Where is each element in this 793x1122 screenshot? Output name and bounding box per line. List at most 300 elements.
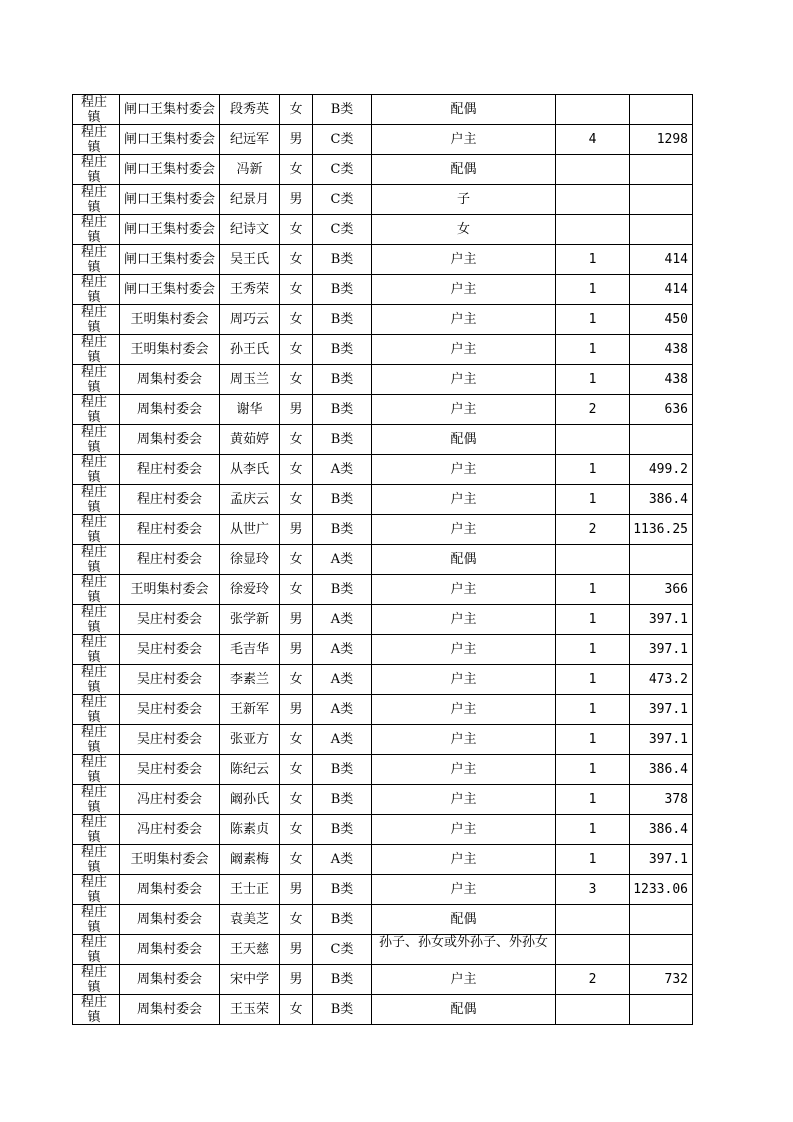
town-cell-text: 程庄镇 xyxy=(80,425,107,454)
village-cell-text: 周集村委会 xyxy=(136,432,202,447)
gender-cell-text: 男 xyxy=(289,402,303,417)
table-row xyxy=(73,245,693,275)
gender-cell-text: 女 xyxy=(289,762,303,777)
table-row xyxy=(73,815,693,845)
category-cell-text: B类 xyxy=(330,582,354,597)
gender-cell xyxy=(280,395,313,425)
name-cell-text: 王秀荣 xyxy=(229,282,269,297)
category-cell xyxy=(313,845,372,875)
category-cell-text: A类 xyxy=(330,462,354,477)
amount-cell-text: 386.4 xyxy=(648,762,688,777)
village-cell-text: 闸口王集村委会 xyxy=(123,102,215,117)
relation-cell-text: 配偶 xyxy=(450,1002,477,1017)
village-cell-text: 王明集村委会 xyxy=(130,582,209,597)
town-cell xyxy=(73,575,120,605)
table-row xyxy=(73,575,693,605)
name-cell-text: 从李氏 xyxy=(229,462,269,477)
relation-cell-text: 户主 xyxy=(450,762,477,777)
town-cell-text: 程庄镇 xyxy=(80,515,107,544)
relation-cell xyxy=(372,305,556,335)
gender-cell xyxy=(280,905,313,935)
town-cell xyxy=(73,245,120,275)
relation-cell-text: 户主 xyxy=(450,672,477,687)
name-cell-text: 陈纪云 xyxy=(229,762,269,777)
relation-cell-text: 户主 xyxy=(450,792,477,807)
amount-cell-text: 1233.06 xyxy=(633,882,688,897)
count-cell xyxy=(556,725,630,755)
relation-cell-text: 户主 xyxy=(450,282,477,297)
amount-cell xyxy=(630,215,693,245)
count-cell-text: 1 xyxy=(588,672,597,687)
category-cell-text: B类 xyxy=(330,762,354,777)
category-cell xyxy=(313,605,372,635)
relation-cell-text: 户主 xyxy=(450,882,477,897)
table-row xyxy=(73,425,693,455)
relation-cell xyxy=(372,995,556,1025)
town-cell-text: 程庄镇 xyxy=(80,965,107,994)
relation-cell xyxy=(372,455,556,485)
gender-cell-text: 男 xyxy=(289,132,303,147)
relation-cell-text: 户主 xyxy=(450,582,477,597)
relation-cell-text: 户主 xyxy=(450,612,477,627)
town-cell-text: 程庄镇 xyxy=(80,545,107,574)
count-cell-text: 1 xyxy=(588,702,597,717)
relation-cell-text: 户主 xyxy=(450,372,477,387)
amount-cell-text: 386.4 xyxy=(648,822,688,837)
relation-cell xyxy=(372,965,556,995)
village-cell xyxy=(120,245,220,275)
amount-cell xyxy=(630,275,693,305)
gender-cell xyxy=(280,545,313,575)
village-cell xyxy=(120,155,220,185)
name-cell xyxy=(220,305,280,335)
count-cell xyxy=(556,95,630,125)
amount-cell xyxy=(630,995,693,1025)
village-cell-text: 闸口王集村委会 xyxy=(123,162,215,177)
table-row xyxy=(73,455,693,485)
relation-cell xyxy=(372,665,556,695)
village-cell xyxy=(120,305,220,335)
category-cell xyxy=(313,125,372,155)
category-cell-text: B类 xyxy=(330,522,354,537)
amount-cell-text: 414 xyxy=(664,282,688,297)
town-cell xyxy=(73,695,120,725)
amount-cell xyxy=(630,785,693,815)
category-cell xyxy=(313,935,372,965)
count-cell-text: 1 xyxy=(588,642,597,657)
village-cell xyxy=(120,605,220,635)
table-row xyxy=(73,845,693,875)
relation-cell xyxy=(372,695,556,725)
count-cell xyxy=(556,155,630,185)
gender-cell-text: 男 xyxy=(289,882,303,897)
town-cell-text: 程庄镇 xyxy=(80,905,107,934)
town-cell xyxy=(73,335,120,365)
table-row xyxy=(73,335,693,365)
village-cell-text: 闸口王集村委会 xyxy=(123,132,215,147)
relation-cell xyxy=(372,185,556,215)
village-cell xyxy=(120,755,220,785)
count-cell-text: 1 xyxy=(588,792,597,807)
table-row xyxy=(73,605,693,635)
village-cell xyxy=(120,425,220,455)
amount-cell-text: 438 xyxy=(664,342,688,357)
count-cell-text: 1 xyxy=(588,492,597,507)
category-cell xyxy=(313,395,372,425)
village-cell-text: 吴庄村委会 xyxy=(136,702,202,717)
relation-cell-text: 户主 xyxy=(450,462,477,477)
amount-cell xyxy=(630,425,693,455)
name-cell-text: 张学新 xyxy=(229,612,269,627)
amount-cell xyxy=(630,635,693,665)
category-cell-text: A类 xyxy=(330,672,354,687)
count-cell xyxy=(556,755,630,785)
name-cell xyxy=(220,665,280,695)
amount-cell xyxy=(630,695,693,725)
count-cell xyxy=(556,485,630,515)
count-cell xyxy=(556,365,630,395)
amount-cell-text: 636 xyxy=(664,402,688,417)
category-cell xyxy=(313,155,372,185)
town-cell-text: 程庄镇 xyxy=(80,395,107,424)
category-cell-text: A类 xyxy=(330,702,354,717)
relation-cell xyxy=(372,725,556,755)
category-cell xyxy=(313,95,372,125)
amount-cell xyxy=(630,395,693,425)
count-cell xyxy=(556,395,630,425)
relation-cell xyxy=(372,635,556,665)
amount-cell xyxy=(630,485,693,515)
relation-cell xyxy=(372,575,556,605)
gender-cell-text: 女 xyxy=(289,462,303,477)
name-cell xyxy=(220,395,280,425)
amount-cell xyxy=(630,815,693,845)
gender-cell-text: 女 xyxy=(289,792,303,807)
town-cell xyxy=(73,875,120,905)
category-cell-text: A类 xyxy=(330,852,354,867)
table-row xyxy=(73,725,693,755)
gender-cell-text: 女 xyxy=(289,252,303,267)
category-cell-text: B类 xyxy=(330,882,354,897)
gender-cell xyxy=(280,275,313,305)
category-cell-text: B类 xyxy=(330,432,354,447)
name-cell-text: 阚素梅 xyxy=(229,852,269,867)
gender-cell xyxy=(280,425,313,455)
town-cell-text: 程庄镇 xyxy=(80,785,107,814)
town-cell-text: 程庄镇 xyxy=(80,125,107,154)
gender-cell-text: 女 xyxy=(289,582,303,597)
town-cell xyxy=(73,635,120,665)
relation-cell xyxy=(372,755,556,785)
count-cell-text: 1 xyxy=(588,462,597,477)
count-cell xyxy=(556,575,630,605)
gender-cell-text: 女 xyxy=(289,852,303,867)
town-cell xyxy=(73,995,120,1025)
village-cell-text: 吴庄村委会 xyxy=(136,762,202,777)
category-cell-text: C类 xyxy=(330,162,354,177)
count-cell xyxy=(556,845,630,875)
relation-cell-text: 户主 xyxy=(450,342,477,357)
table-row xyxy=(73,875,693,905)
village-cell-text: 冯庄村委会 xyxy=(136,822,202,837)
amount-cell xyxy=(630,665,693,695)
town-cell-text: 程庄镇 xyxy=(80,575,107,604)
amount-cell xyxy=(630,365,693,395)
village-cell xyxy=(120,905,220,935)
gender-cell-text: 女 xyxy=(289,312,303,327)
gender-cell xyxy=(280,335,313,365)
village-cell-text: 吴庄村委会 xyxy=(136,612,202,627)
name-cell-text: 徐爱玲 xyxy=(229,582,269,597)
name-cell xyxy=(220,575,280,605)
town-cell xyxy=(73,95,120,125)
name-cell-text: 王玉荣 xyxy=(229,1002,269,1017)
name-cell xyxy=(220,755,280,785)
gender-cell-text: 女 xyxy=(289,912,303,927)
amount-cell-text: 499.2 xyxy=(648,462,688,477)
category-cell xyxy=(313,485,372,515)
count-cell-text: 1 xyxy=(588,582,597,597)
gender-cell xyxy=(280,725,313,755)
town-cell xyxy=(73,275,120,305)
table-row xyxy=(73,905,693,935)
village-cell-text: 闸口王集村委会 xyxy=(123,282,215,297)
count-cell-text: 1 xyxy=(588,612,597,627)
table-row xyxy=(73,785,693,815)
count-cell xyxy=(556,935,630,965)
relation-cell xyxy=(372,245,556,275)
category-cell-text: B类 xyxy=(330,282,354,297)
amount-cell xyxy=(630,95,693,125)
relation-cell-text: 户主 xyxy=(450,822,477,837)
category-cell xyxy=(313,305,372,335)
gender-cell xyxy=(280,305,313,335)
amount-cell-text: 386.4 xyxy=(648,492,688,507)
count-cell xyxy=(556,275,630,305)
village-cell-text: 程庄村委会 xyxy=(136,552,202,567)
count-cell xyxy=(556,695,630,725)
village-cell xyxy=(120,665,220,695)
village-cell-text: 吴庄村委会 xyxy=(136,732,202,747)
town-cell xyxy=(73,845,120,875)
relation-cell xyxy=(372,785,556,815)
name-cell xyxy=(220,515,280,545)
table-row xyxy=(73,125,693,155)
amount-cell-text: 397.1 xyxy=(648,612,688,627)
category-cell-text: C类 xyxy=(330,222,354,237)
amount-cell-text: 397.1 xyxy=(648,642,688,657)
name-cell xyxy=(220,215,280,245)
amount-cell xyxy=(630,725,693,755)
village-cell xyxy=(120,95,220,125)
name-cell xyxy=(220,605,280,635)
village-cell-text: 周集村委会 xyxy=(136,942,202,957)
relation-cell xyxy=(372,335,556,365)
category-cell-text: B类 xyxy=(330,1002,354,1017)
gender-cell xyxy=(280,485,313,515)
gender-cell-text: 女 xyxy=(289,672,303,687)
town-cell-text: 程庄镇 xyxy=(80,305,107,334)
amount-cell xyxy=(630,155,693,185)
gender-cell-text: 女 xyxy=(289,552,303,567)
town-cell-text: 程庄镇 xyxy=(80,485,107,514)
gender-cell-text: 女 xyxy=(289,432,303,447)
town-cell-text: 程庄镇 xyxy=(80,845,107,874)
name-cell xyxy=(220,545,280,575)
village-cell-text: 周集村委会 xyxy=(136,372,202,387)
name-cell-text: 黄茹婷 xyxy=(229,432,269,447)
village-cell-text: 王明集村委会 xyxy=(130,852,209,867)
gender-cell-text: 女 xyxy=(289,732,303,747)
name-cell-text: 王天慈 xyxy=(229,942,269,957)
count-cell xyxy=(556,215,630,245)
village-cell xyxy=(120,995,220,1025)
amount-cell-text: 438 xyxy=(664,372,688,387)
category-cell xyxy=(313,335,372,365)
gender-cell xyxy=(280,455,313,485)
table-row xyxy=(73,95,693,125)
village-cell xyxy=(120,935,220,965)
village-cell xyxy=(120,545,220,575)
town-cell xyxy=(73,785,120,815)
village-cell xyxy=(120,575,220,605)
village-cell xyxy=(120,785,220,815)
gender-cell-text: 男 xyxy=(289,192,303,207)
amount-cell xyxy=(630,185,693,215)
relation-cell xyxy=(372,845,556,875)
village-cell-text: 周集村委会 xyxy=(136,402,202,417)
count-cell-text: 1 xyxy=(588,372,597,387)
category-cell-text: B类 xyxy=(330,342,354,357)
gender-cell xyxy=(280,365,313,395)
category-cell-text: A类 xyxy=(330,642,354,657)
table-row xyxy=(73,275,693,305)
town-cell xyxy=(73,215,120,245)
relation-cell xyxy=(372,485,556,515)
amount-cell-text: 397.1 xyxy=(648,852,688,867)
category-cell xyxy=(313,455,372,485)
amount-cell-text: 397.1 xyxy=(648,702,688,717)
gender-cell xyxy=(280,695,313,725)
town-cell-text: 程庄镇 xyxy=(80,815,107,844)
category-cell-text: B类 xyxy=(330,312,354,327)
count-cell xyxy=(556,665,630,695)
table-row xyxy=(73,485,693,515)
village-cell-text: 周集村委会 xyxy=(136,912,202,927)
amount-cell xyxy=(630,965,693,995)
category-cell xyxy=(313,215,372,245)
count-cell xyxy=(556,905,630,935)
town-cell-text: 程庄镇 xyxy=(80,335,107,364)
village-cell-text: 闸口王集村委会 xyxy=(123,192,215,207)
amount-cell xyxy=(630,515,693,545)
category-cell-text: B类 xyxy=(330,252,354,267)
name-cell xyxy=(220,335,280,365)
count-cell xyxy=(556,545,630,575)
name-cell xyxy=(220,155,280,185)
category-cell xyxy=(313,575,372,605)
amount-cell-text: 450 xyxy=(664,312,688,327)
relation-cell-text: 女 xyxy=(456,222,470,237)
category-cell-text: B类 xyxy=(330,822,354,837)
town-cell-text: 程庄镇 xyxy=(80,665,107,694)
gender-cell xyxy=(280,635,313,665)
relation-cell-text: 户主 xyxy=(450,492,477,507)
town-cell-text: 程庄镇 xyxy=(80,215,107,244)
relation-cell-text: 户主 xyxy=(450,312,477,327)
town-cell-text: 程庄镇 xyxy=(80,185,107,214)
town-cell-text: 程庄镇 xyxy=(80,455,107,484)
name-cell-text: 徐显玲 xyxy=(229,552,269,567)
relation-cell-text: 配偶 xyxy=(450,162,477,177)
table-row xyxy=(73,185,693,215)
village-cell xyxy=(120,875,220,905)
town-cell xyxy=(73,605,120,635)
relation-cell xyxy=(372,905,556,935)
category-cell xyxy=(313,755,372,785)
town-cell-text: 程庄镇 xyxy=(80,755,107,784)
name-cell xyxy=(220,245,280,275)
name-cell-text: 吴王氏 xyxy=(229,252,269,267)
category-cell-text: C类 xyxy=(330,192,354,207)
village-cell xyxy=(120,845,220,875)
relation-cell xyxy=(372,425,556,455)
count-cell-text: 1 xyxy=(588,282,597,297)
gender-cell xyxy=(280,125,313,155)
amount-cell-text: 473.2 xyxy=(648,672,688,687)
count-cell-text: 1 xyxy=(588,252,597,267)
village-cell-text: 周集村委会 xyxy=(136,972,202,987)
town-cell xyxy=(73,305,120,335)
gender-cell-text: 男 xyxy=(289,972,303,987)
village-cell-text: 吴庄村委会 xyxy=(136,672,202,687)
name-cell-text: 纪景月 xyxy=(229,192,269,207)
amount-cell xyxy=(630,575,693,605)
category-cell xyxy=(313,875,372,905)
gender-cell-text: 女 xyxy=(289,282,303,297)
name-cell xyxy=(220,815,280,845)
gender-cell xyxy=(280,95,313,125)
category-cell-text: B类 xyxy=(330,972,354,987)
category-cell xyxy=(313,905,372,935)
count-cell-text: 1 xyxy=(588,822,597,837)
count-cell xyxy=(556,425,630,455)
town-cell-text: 程庄镇 xyxy=(80,365,107,394)
relation-cell-text: 户主 xyxy=(450,852,477,867)
town-cell xyxy=(73,815,120,845)
table-row xyxy=(73,365,693,395)
gender-cell-text: 男 xyxy=(289,612,303,627)
village-cell xyxy=(120,455,220,485)
gender-cell xyxy=(280,845,313,875)
amount-cell xyxy=(630,335,693,365)
relation-cell xyxy=(372,395,556,425)
gender-cell-text: 男 xyxy=(289,702,303,717)
village-cell-text: 冯庄村委会 xyxy=(136,792,202,807)
amount-cell-text: 378 xyxy=(664,792,688,807)
relation-cell xyxy=(372,215,556,245)
gender-cell-text: 女 xyxy=(289,222,303,237)
name-cell-text: 纪诗文 xyxy=(229,222,269,237)
relation-cell xyxy=(372,935,556,965)
name-cell xyxy=(220,95,280,125)
village-cell xyxy=(120,215,220,245)
category-cell xyxy=(313,965,372,995)
name-cell-text: 袁美芝 xyxy=(229,912,269,927)
name-cell xyxy=(220,905,280,935)
category-cell xyxy=(313,185,372,215)
table-row xyxy=(73,665,693,695)
